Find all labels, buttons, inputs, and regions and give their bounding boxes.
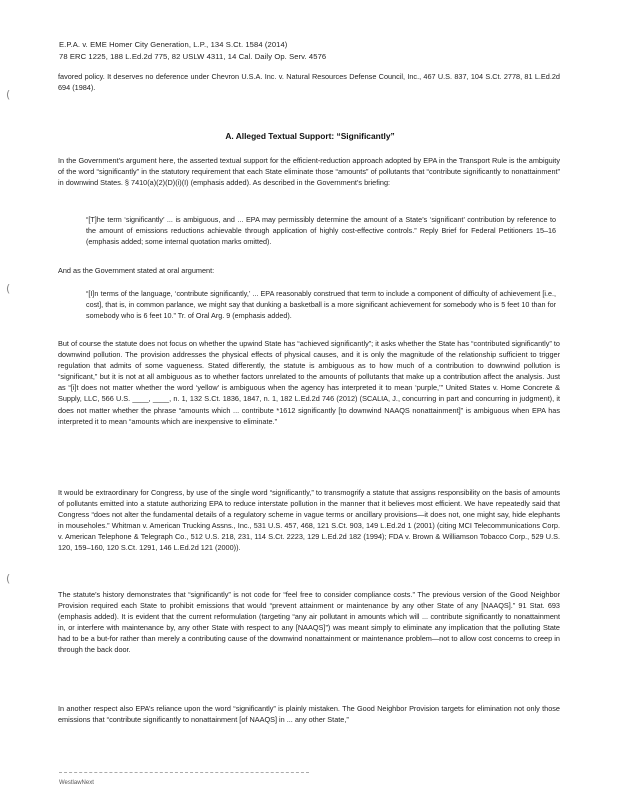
margin-bracket-icon: ( xyxy=(6,282,11,295)
paragraph-3: But of course the statute does not focus on whether the upwind State has “achieved significantly”; it asks whether the State has “contributed significantly” to downwind pollution. The provision addresses the physical effects of physical causes, and it is only the magnitude of the relationship sufficient to trigger regulation that admits of some vagueness. Stated differently, the statute is ambiguous as to how much of a contribution to downwind pollution is “significant,” but it is not at all ambiguous as to whether factors unrelated to the amounts of pollutants that make up a contribution affect the analysis. Just as “[i]t does not matter whether the word ‘yellow’ is ambiguous when the agency has interpreted it to mean ‘purple,’” United States v. Home Concrete & Supply, LLC, 566 U.S. ____, ____, n. 1, 132 S.Ct. 1836, 1847, n. 1, 182 L.Ed.2d 746 (2012) (SCALIA, J., concurring in part and concurring in judgment), it does not matter whether the phrase “amounts which ... contribute *1612 significantly [to downwind NAAQS nonattainment]” is ambiguous when EPA has interpreted it to mean “amounts which are inexpensive to eliminate.” xyxy=(58,339,560,426)
margin-bracket-icon: ( xyxy=(6,88,11,101)
paragraph-4: It would be extraordinary for Congress, by use of the single word “significantly,” to transmogrify a statute that assigns responsibility on the basis of amounts of pollutants emitted into a statute authorizing EPA to reduce interstate pollution in the manner that it believes most efficient. We have repeatedly said that Congress “does not alter the fundamental details of a regulatory scheme in vague terms or ancillary provisions—it does not, one might say, hide elephants in mouseholes.” Whitman v. American Trucking Assns., Inc., 531 U.S. 457, 468, 121 S.Ct. 903, 149 L.Ed.2d 1 (2001) (citing MCI Telecommunications Corp. v. American Telephone & Telegraph Co., 512 U.S. 218, 231, 114 S.Ct. 2223, 129 L.Ed.2d 182 (1994); FDA v. Brown & Williamson Tobacco Corp., 529 U.S. 120, 159–160, 120 S.Ct. 1291, 146 L.Ed.2d 121 (2000)). xyxy=(58,488,560,553)
intro-paragraph: favored policy. It deserves no deference under Chevron U.S.A. Inc. v. Natural Resources Defense Council, Inc., 467 U.S. 837, 104 S.Ct. 2778, 81 L.Ed.2d 694 (1984). xyxy=(58,72,560,93)
footer-label: WestlawNext xyxy=(59,780,94,786)
paragraph-2: And as the Government stated at oral argument: xyxy=(58,266,215,275)
block-quote-2: “[I]n terms of the language, ‘contribute significantly,’ ... EPA reasonably construed that term to include a component of difficulty of achievement [i.e., cost], that is, in common parlance, we might say that dunking a basketball is a more significant achievement for somebody who is 5 feet 10 than for somebody who is 6 feet 10.” Tr. of Oral Arg. 9 (emphasis added). xyxy=(86,289,556,321)
paragraph-1: In the Government’s argument here, the asserted textual support for the efficient-reduction approach adopted by EPA in the Transport Rule is the ambiguity of the word “significantly” in the statutory requirement that each State eliminate those “amounts” of pollutants that “contribute significantly to nonattainment” in downwind States. § 7410(a)(2)(D)(i)(I) (emphasis added). As described in the Government’s briefing: xyxy=(58,156,560,188)
citation-header-line2: 78 ERC 1225, 188 L.Ed.2d 775, 82 USLW 4311, 14 Cal. Daily Op. Serv. 4576 xyxy=(59,52,327,61)
citation-header-line1: E.P.A. v. EME Homer City Generation, L.P., 134 S.Ct. 1584 (2014) xyxy=(59,40,288,49)
footer-divider xyxy=(59,772,309,773)
paragraph-5: The statute’s history demonstrates that “significantly” is not code for “feel free to consider compliance costs.” The previous version of the Good Neighbor Provision required each State to prohibit emissions that would “prevent attainment or maintenance by any other State of any [NAAQS].” 91 Stat. 693 (emphasis added). It is evident that the current reformulation (targeting “any air pollutant in amounts which will ... contribute significantly to nonattainment in, or interfere with maintenance by, any other State with respect to any [NAAQS]”) was meant simply to eliminate any implication that the polluting State had to be a but-for rather than merely a contributing cause of the downwind nonattainment or maintenance problem—not to allow cost concerns to creep in through the back door. xyxy=(58,590,560,655)
block-quote-1: “[T]he term ‘significantly’ ... is ambiguous, and ... EPA may permissibly determine the amount of a State’s ‘significant’ contribution by reference to the amount of emissions reductions achievable through application of highly cost-effective controls.” Reply Brief for Federal Petitioners 15–16 (emphasis added; some internal quotation marks omitted). xyxy=(86,215,556,247)
margin-bracket-icon: ( xyxy=(6,572,11,585)
paragraph-6: In another respect also EPA’s reliance upon the word “significantly” is plainly mistaken. The Good Neighbor Provision targets for elimination not only those emissions that “contribute significantly to nonattainment [of NAAQS] in ... any other State,” xyxy=(58,704,560,725)
section-heading: A. Alleged Textual Support: “Significantly” xyxy=(225,131,395,141)
